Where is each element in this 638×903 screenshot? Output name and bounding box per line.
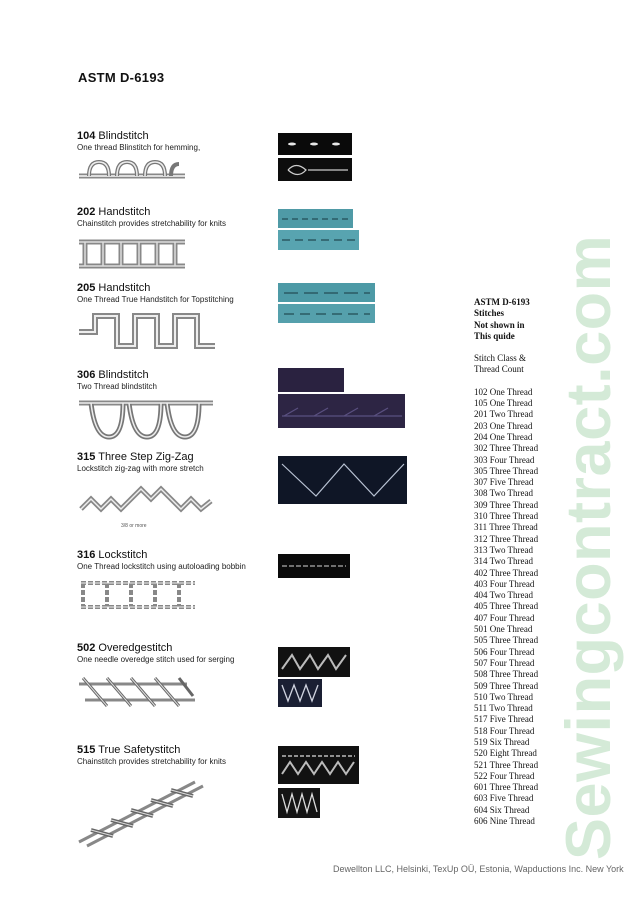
- stitch-class-item: 303 Four Thread: [474, 454, 535, 465]
- page-title: ASTM D-6193: [78, 70, 165, 85]
- stitch-class-item: 201 Two Thread: [474, 409, 534, 420]
- sample-205-photo-top: [278, 283, 375, 302]
- stitch-class-item: 407 Four Thread: [474, 612, 535, 623]
- sample-202-photo-top: [278, 209, 353, 228]
- stitch-class-item: 314 Two Thread: [474, 556, 534, 567]
- stitch-class-item: 102 One Thread: [474, 386, 533, 397]
- stitch-description: One Thread lockstitch using autoloading bobbin: [77, 562, 246, 571]
- blindstitch-306-diagram-icon: [77, 397, 217, 441]
- lockstitch-316-diagram-icon: [77, 577, 201, 613]
- side-header: This quide: [474, 330, 515, 341]
- sample-202-photo-bottom: [278, 230, 359, 250]
- stitch-class-item: 508 Three Thread: [474, 669, 539, 680]
- stitch-class-item: 312 Three Thread: [474, 533, 539, 544]
- watermark: Sewingcontract.com: [554, 234, 624, 860]
- stitch-316: [77, 549, 267, 613]
- stitch-class-item: 309 Three Thread: [474, 499, 539, 510]
- stitch-class-item: 403 Four Thread: [474, 578, 535, 589]
- sample-104-photo-bottom: [278, 158, 352, 181]
- sample-306-photo-bottom: [278, 394, 405, 428]
- stitch-class-item: 522 Four Thread: [474, 770, 535, 781]
- stitch-515: [77, 744, 267, 848]
- sample-502-photo-bottom: [278, 679, 322, 707]
- stitch-heading: 316 Lockstitch: [77, 549, 148, 561]
- stitch-class-item: 305 Three Thread: [474, 465, 539, 476]
- stitch-315: [77, 451, 267, 531]
- stitch-class-item: 520 Eight Thread: [474, 748, 537, 759]
- stitch-heading: 205 Handstitch: [77, 282, 151, 294]
- safetystitch-515-diagram-icon: [77, 772, 207, 848]
- sample-515-photo-bottom: [278, 788, 320, 818]
- side-subheader: Stitch Class &: [474, 353, 527, 364]
- stitch-class-item: 509 Three Thread: [474, 680, 539, 691]
- stitch-description: One thread Blinstitch for hemming,: [77, 143, 201, 152]
- zigzag-315-diagram-icon: [77, 479, 217, 531]
- stitch-class-item: 507 Four Thread: [474, 657, 535, 668]
- stitch-description: Lockstitch zig-zag with more stretch: [77, 464, 204, 473]
- stitch-description: Two Thread blindstitch: [77, 382, 157, 391]
- stitch-class-item: 518 Four Thread: [474, 725, 535, 736]
- stitch-class-item: 603 Five Thread: [474, 793, 534, 804]
- stitch-class-item: 404 Two Thread: [474, 590, 534, 601]
- stitch-104: [77, 130, 267, 184]
- stitch-heading: 502 Overedgestitch: [77, 642, 173, 654]
- stitch-description: One needle overedge stitch used for serging: [77, 655, 235, 664]
- stitch-class-item: 606 Nine Thread: [474, 816, 535, 827]
- sample-316-photo: [278, 554, 350, 578]
- stitch-heading: 315 Three Step Zig-Zag: [77, 451, 194, 463]
- side-header: Not shown in: [474, 319, 525, 330]
- side-subheader: Thread Count: [474, 364, 524, 375]
- stitch-class-item: 405 Three Thread: [474, 601, 539, 612]
- stitch-202: [77, 206, 267, 274]
- stitch-description: Chainstitch provides stretchability for knits: [77, 757, 226, 766]
- stitch-heading: 202 Handstitch: [77, 206, 151, 218]
- handstitch-202-diagram-icon: [77, 234, 187, 274]
- stitch-description: Chainstitch provides stretchability for knits: [77, 219, 226, 228]
- stitch-class-item: 307 Five Thread: [474, 477, 534, 488]
- stitch-class-item: 313 Two Thread: [474, 544, 534, 555]
- stitch-205: [77, 282, 267, 352]
- sample-104-photo-top: [278, 133, 352, 155]
- handstitch-205-diagram-icon: [77, 310, 217, 352]
- sample-205-photo-bottom: [278, 304, 375, 323]
- stitch-heading: 515 True Safetystitch: [77, 744, 181, 756]
- stitch-306: [77, 369, 267, 441]
- sample-315-photo: [278, 456, 407, 504]
- stitch-class-item: 105 One Thread: [474, 398, 533, 409]
- sample-515-photo-top: [278, 746, 359, 784]
- stitch-class-item: 511 Two Thread: [474, 703, 533, 714]
- stitch-class-item: 506 Four Thread: [474, 646, 535, 657]
- stitch-description: One Thread True Handstitch for Topstitching: [77, 295, 234, 304]
- side-header: Stitches: [474, 308, 504, 319]
- stitch-heading: 104 Blindstitch: [77, 130, 149, 142]
- diagram-label: 3/8 or more: [121, 523, 147, 529]
- stitch-class-item: 510 Two Thread: [474, 691, 534, 702]
- stitch-class-item: 604 Six Thread: [474, 804, 530, 815]
- stitch-class-item: 519 Six Thread: [474, 736, 530, 747]
- stitch-class-item: 521 Three Thread: [474, 759, 539, 770]
- stitch-class-item: 402 Three Thread: [474, 567, 539, 578]
- overedge-502-diagram-icon: [77, 670, 201, 712]
- stitch-class-item: 517 Five Thread: [474, 714, 534, 725]
- stitch-class-item: 302 Three Thread: [474, 443, 539, 454]
- stitch-class-item: 204 One Thread: [474, 431, 533, 442]
- stitch-class-item: 501 One Thread: [474, 624, 533, 635]
- stitch-heading: 306 Blindstitch: [77, 369, 149, 381]
- sample-306-photo-top: [278, 368, 344, 392]
- stitch-class-item: 310 Three Thread: [474, 511, 539, 522]
- stitch-class-item: 601 Three Thread: [474, 782, 539, 793]
- stitch-class-item: 311 Three Thread: [474, 522, 538, 533]
- sample-502-photo-top: [278, 647, 350, 677]
- footer: Dewellton LLC, Helsinki, TexUp OÜ, Estonia, Wapductions Inc. New York: [333, 864, 624, 874]
- stitch-class-item: 308 Two Thread: [474, 488, 534, 499]
- blindstitch-104-diagram-icon: [77, 158, 187, 184]
- stitch-class-item: 505 Three Thread: [474, 635, 539, 646]
- stitch-class-item: 203 One Thread: [474, 420, 533, 431]
- side-header: ASTM D-6193: [474, 297, 530, 307]
- stitch-502: [77, 642, 267, 712]
